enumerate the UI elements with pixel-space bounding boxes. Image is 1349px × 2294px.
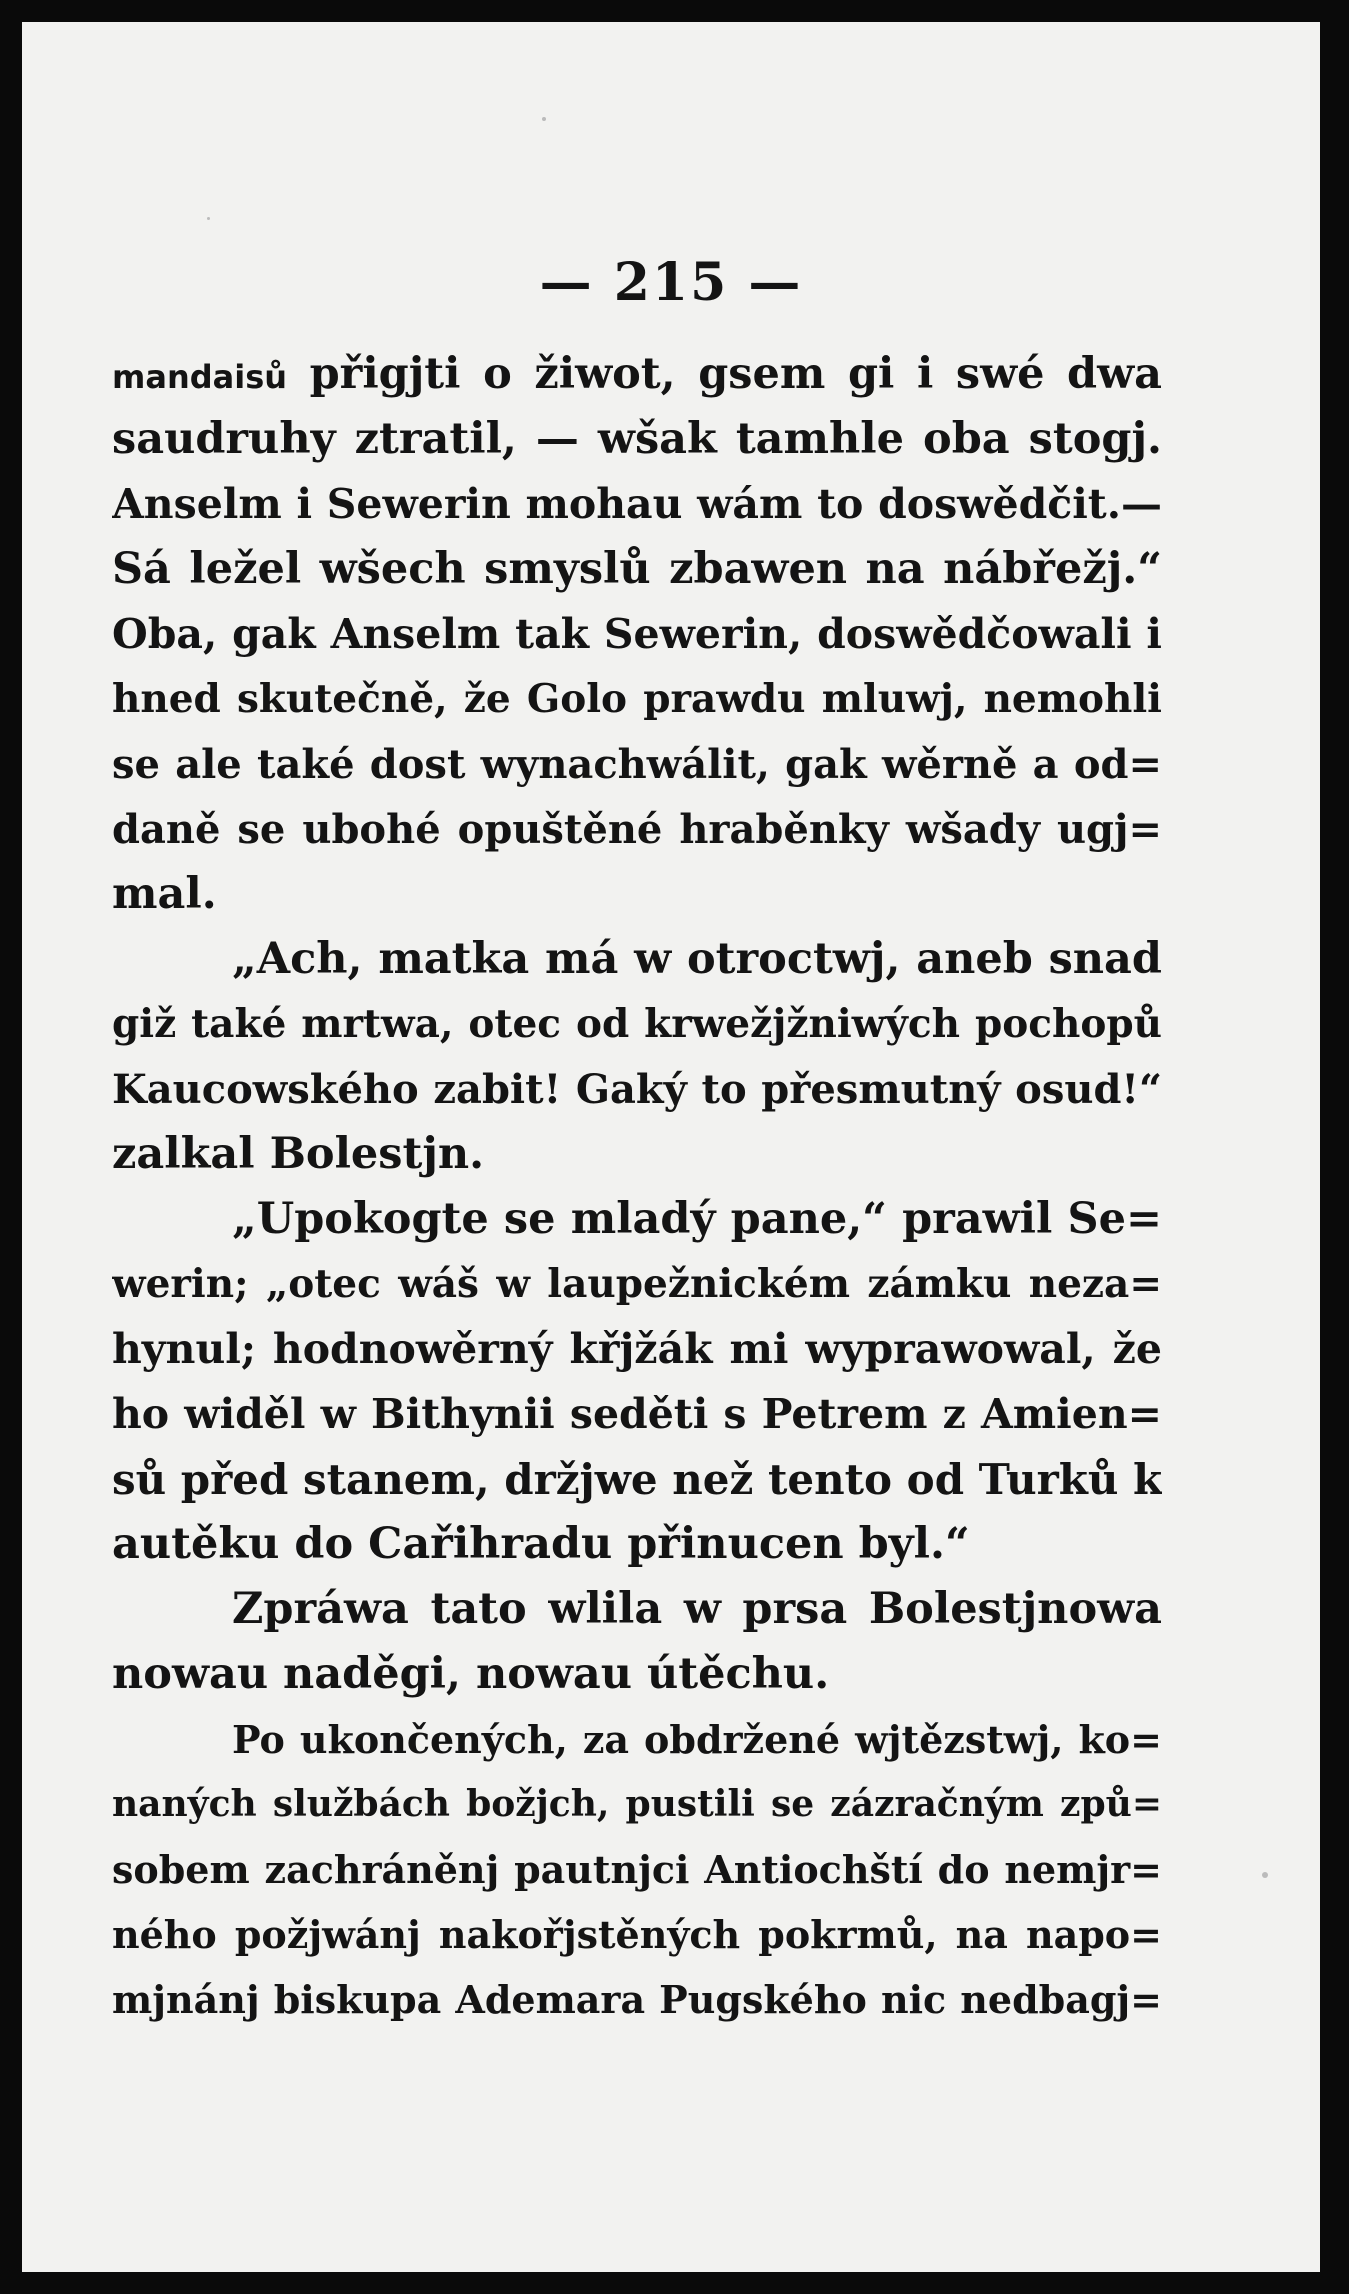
book-page <box>22 22 1320 2272</box>
text-line: ho widěl w Bithynii seděti s Petrem z Amien= <box>112 1390 1162 1438</box>
text-line: hynul; hodnowěrný křjžák mi wyprawowal, že <box>112 1325 1162 1373</box>
text-line: daně se ubohé opuštěné hraběnky wšady ugj= <box>112 806 1162 853</box>
text-line: mjnánj biskupa Ademara Pugského nic nedbagj= <box>112 1977 1162 2022</box>
page-text <box>112 342 1162 2032</box>
text-line: se ale také dost wynachwálit, gak wěrně a od= <box>112 741 1162 788</box>
text-line: saudruhy ztratil, — wšak tamhle oba stogj. <box>112 414 1162 464</box>
text-line: ného požjwánj nakořjstěných pokrmů, na napo= <box>112 1912 1162 1957</box>
text-line: naných službách božjch, pustili se zázračným způ= <box>112 1783 1162 1825</box>
text-line: hned skutečně, že Golo prawdu mluwj, nemohli <box>112 676 1162 722</box>
paper-speck <box>207 217 210 220</box>
text-line: Anselm i Sewerin mohau wám to doswědčit.— <box>112 480 1162 528</box>
text-line: „Upokogte se mladý pane,“ prawil Se= <box>232 1194 1162 1244</box>
text-line: giž také mrtwa, otec od krwežjžniwých pochopů <box>112 1001 1162 1047</box>
page-number: — 215 — <box>539 252 803 313</box>
text-line: autěku do Cařihradu přinucen byl.“ <box>112 1519 970 1569</box>
text-line: nowau naděgi, nowau útěchu. <box>112 1649 830 1699</box>
text-line: Zpráwa tato wlila w prsa Bolestjnowa <box>232 1584 1162 1634</box>
word-mandaisu: mandaisů <box>112 358 288 396</box>
text-line: werin; „otec wáš w laupežnickém zámku neza= <box>112 1261 1162 1307</box>
text-line: Po ukončených, za obdržené wjtězstwj, ko= <box>232 1717 1162 1762</box>
text-line: Sá ležel wšech smyslů zbawen na nábřežj.“ <box>112 544 1162 594</box>
text-line: sů před stanem, držjwe než tento od Turků k <box>112 1455 1162 1504</box>
text-line-content: přigjti o žiwot, gsem gi i swé dwa <box>309 349 1162 399</box>
text-line <box>112 342 1162 407</box>
paper-speck <box>542 117 546 121</box>
text-line: sobem zachráněnj pautnjci Antiochští do nemjr= <box>112 1847 1162 1892</box>
text-line: Kaucowského zabit! Gaký to přesmutný osud!“ <box>112 1066 1162 1113</box>
text-line: Oba, gak Anselm tak Sewerin, doswědčowali i <box>112 610 1162 658</box>
text-line: zalkal Bolestjn. <box>112 1129 485 1179</box>
text-line: mal. <box>112 869 217 919</box>
paper-speck <box>1262 1872 1268 1878</box>
text-line: „Ach, matka má w otroctwj, aneb snad <box>232 934 1162 984</box>
